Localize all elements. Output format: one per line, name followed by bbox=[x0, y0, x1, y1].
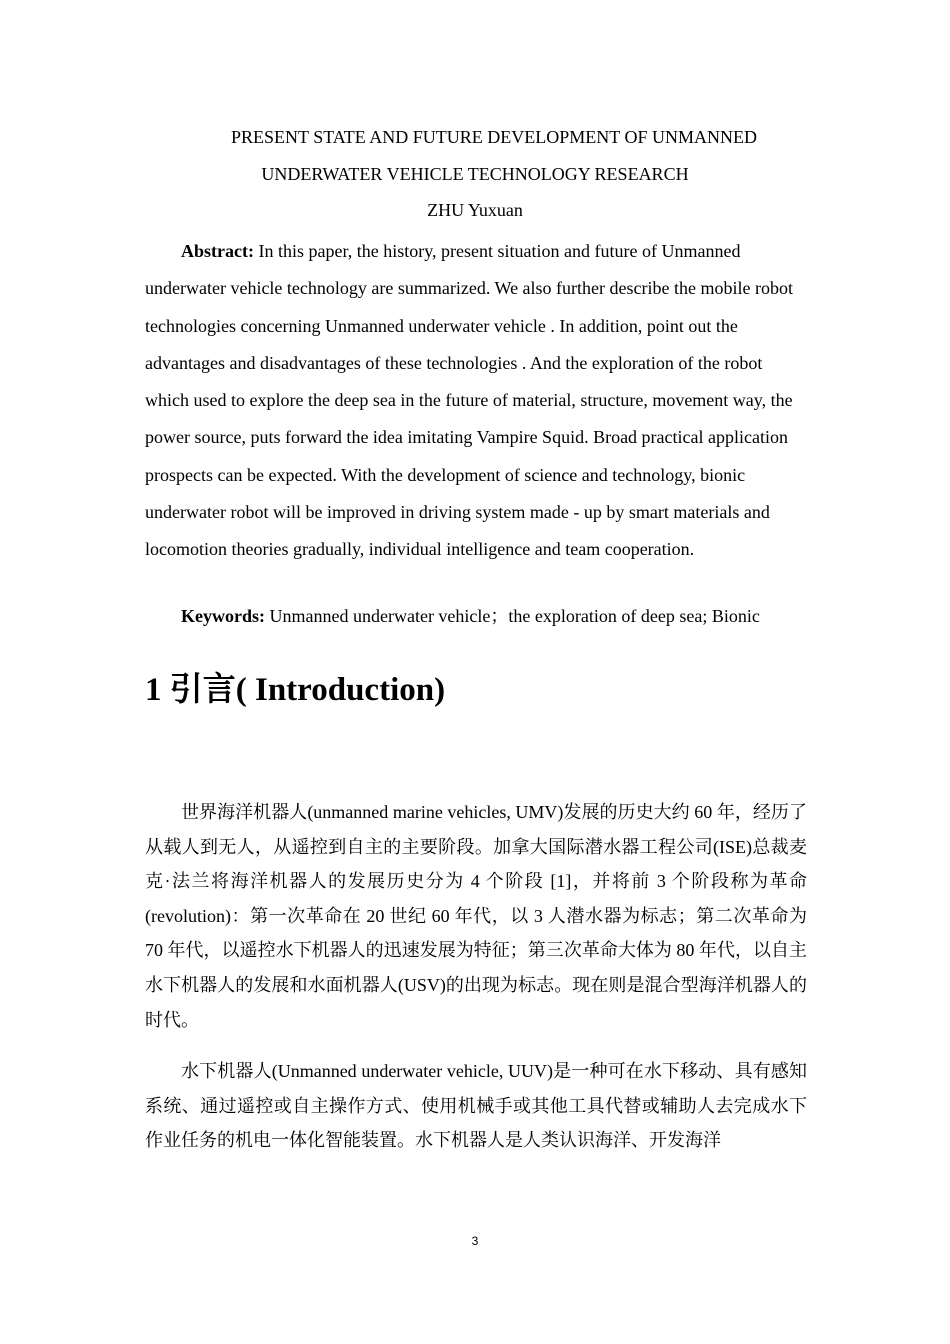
keywords-line bbox=[145, 604, 825, 628]
page-number: 3 bbox=[471, 1234, 479, 1248]
intro-paragraph-2: 水下机器人(Unmanned underwater vehicle, UUV)是一种可在水下移动、具有感知系统、通过遥控或自主操作方式、使用机械手或其他工具代替或辅助人去完成水下作业任务的机电一体化智能装置。水下机器人是人类认识海洋、开发海洋 bbox=[145, 1061, 807, 1151]
abstract-paragraph bbox=[145, 233, 807, 569]
paper-title-line-1: PRESENT STATE AND FUTURE DEVELOPMENT OF UNMANNED bbox=[231, 127, 757, 147]
intro-paragraph-1: 世界海洋机器人(unmanned marine vehicles, UMV)发展的历史大约 60 年，经历了从载人到无人，从遥控到自主的主要阶段。加拿大国际潜水器工程公司(ISE)总裁麦克·法兰将海洋机器人的发展历史分为 4 个阶段 [1]，并将前 3 个阶段称为革命(revolution)：第一次革命在 20 世纪 60 年代，以 3 人潜水器为标志；第二次革命为 70 年代，以遥控水下机器人的迅速发展为特征；第三次革命大体为 80 年代，以自主水下机器人的发展和水面机器人(USV)的出现为标志。现在则是混合型海洋机器人的时代。 bbox=[145, 802, 807, 1030]
keywords-label: Keywords: bbox=[181, 606, 265, 626]
paper-title-line-2: UNDERWATER VEHICLE TECHNOLOGY RESEARCH bbox=[261, 164, 689, 184]
author-name: ZHU Yuxuan bbox=[427, 200, 523, 220]
abstract-label: Abstract: bbox=[181, 241, 254, 261]
keywords-text: Unmanned underwater vehicle；the exploration of deep sea; Bionic bbox=[265, 606, 760, 626]
abstract-text: In this paper, the history, present situation and future of Unmanned underwater vehicle technology are summarized. We also further describe the mobile robot technologies concerning Unmanned underwater vehicle . In addition, point out the advantages and disadvantages of these technologies . And the exploration of the robot which used to explore the deep sea in the future of material, structure, movement way, the power source, puts forward the idea imitating Vampire Squid. Broad practical application prospects can be expected. With the development of science and technology, bionic underwater robot will be improved in driving system made - up by smart materials and locomotion theories gradually, individual intelligence and team cooperation. bbox=[145, 241, 793, 560]
section-heading-introduction: 1 引言( Introduction) bbox=[145, 672, 446, 708]
